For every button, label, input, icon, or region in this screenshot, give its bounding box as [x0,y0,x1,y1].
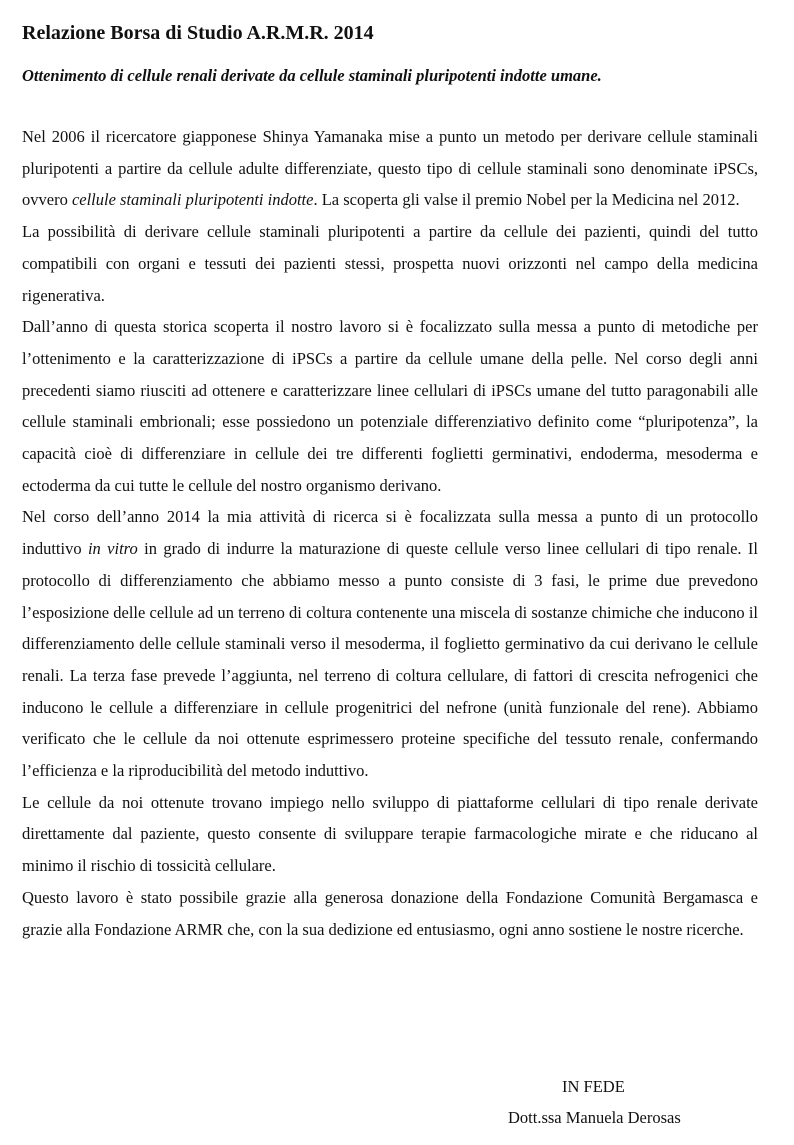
paragraph-5: Le cellule da noi ottenute trovano impiego nello sviluppo di piattaforme cellulari di tipo renale derivate direttamente dal paziente, questo consente di sviluppare terapie farmacologiche mirate e che riducano al minimo il rischio di tossicità cellulare. [22,792,758,876]
document-title: Relazione Borsa di Studio A.R.M.R. 2014 [22,22,374,44]
paragraph-1-text-a: Nel 2006 il ricercatore giapponese Shinya Yamanaka mise a punto un metodo per derivare cellule staminali pluripotenti a partire da cellule adulte differenziate, questo tipo di cellule staminali sono denominate iPSCs, ovvero [22,127,758,210]
signature-name: Dott.ssa Manuela Derosas [508,1108,681,1127]
paragraph-6: Questo lavoro è stato possibile grazie alla generosa donazione della Fondazione Comunità Bergamasca e grazie alla Fondazione ARMR che, con la sua dedizione ed entusiasmo, ogni anno sostiene le nostre ricerche. [22,887,758,939]
document-body [22,121,758,945]
signature-closing: IN FEDE [562,1077,625,1096]
paragraph-1 [22,121,758,216]
paragraph-3: Dall’anno di questa storica scoperta il nostro lavoro si è focalizzato sulla messa a punto di metodiche per l’ottenimento e la caratterizzazione di iPSCs a partire da cellule umane della pelle. Nel corso degli anni precedenti siamo riusciti ad ottenere e caratterizzare linee cellulari di iPSCs umane del tutto paragonabili alle cellule staminali embrionali; esse possiedono un potenziale differenziativo definito come “pluripotenza”, la capacità cioè di differenziare in cellule dei tre differenti foglietti germinativi, endoderma, mesoderma e ectoderma da cui tutte le cellule del nostro organismo derivano. [22,317,758,495]
paragraph-1-text-b: . La scoperta gli valse il premio Nobel per la Medicina nel 2012. [313,190,740,210]
paragraph-4 [22,501,758,786]
document-subtitle: Ottenimento di cellule renali derivate da cellule staminali pluripotenti indotte umane. [22,66,602,85]
paragraph-4-text-a: Nel corso dell’anno 2014 la mia attività di ricerca si è focalizzata sulla messa a punto di un protocollo induttivo [22,507,758,559]
paragraph-2: La possibilità di derivare cellule staminali pluripotenti a partire da cellule dei pazienti, quindi del tutto compatibili con organi e tessuti dei pazienti stessi, prospetta nuovi orizzonti nel campo della medicina rigenerativa. [22,222,758,305]
paragraph-4-text-b: in grado di indurre la maturazione di queste cellule verso linee cellulari di tipo renale. Il protocollo di differenziamento che abbiamo messo a punto consiste di 3 fasi, le prime due prevedono l’esposizione delle cellule ad un terreno di coltura contenente una miscela di sostanze chimiche che inducono il differenziamento delle cellule staminali verso il mesoderma, il foglietto germinativo da cui derivano le cellule renali. La terza fase prevede l’aggiunta, nel terreno di coltura cellulare, di fattori di crescita nefrogenici che inducono le cellule a differenziare in cellule progenitrici del nefrone (unità funzionale del rene). Abbiamo verificato che le cellule da noi ottenute esprimessero proteine specifiche del tessuto renale, confermando l’efficienza e la riproducibilità del metodo induttivo. [22,539,759,781]
paragraph-1-italic: cellule staminali pluripotenti indotte [71,190,314,210]
paragraph-4-italic: in vitro [87,539,138,559]
